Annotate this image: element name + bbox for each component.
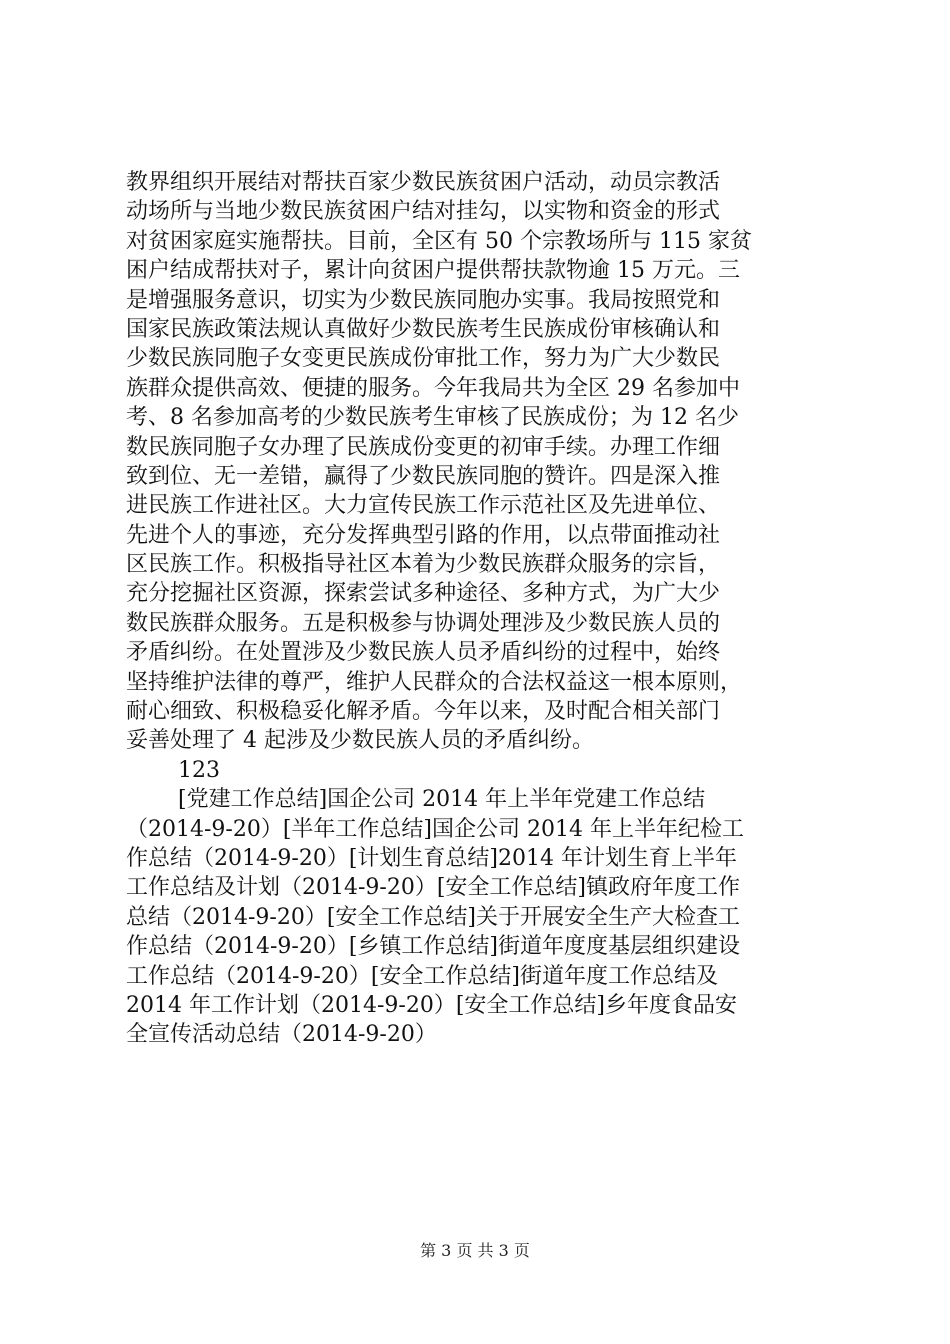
body-line: 妥善处理了 4 起涉及少数民族人员的矛盾纠纷。 <box>126 728 594 754</box>
body-line: 进民族工作进社区。大力宣传民族工作示范社区及先进单位、 <box>126 493 721 519</box>
body-line: 耐心细致、积极稳妥化解矛盾。今年以来，及时配合相关部门 <box>126 699 721 725</box>
body-line: 国家民族政策法规认真做好少数民族考生民族成份审核确认和 <box>126 316 721 342</box>
body-line: 先进个人的事迹，充分发挥典型引路的作用，以点带面推动社 <box>126 522 721 548</box>
body-line: 困户结成帮扶对子，累计向贫困户提供帮扶款物逾 15 万元。三 <box>126 258 740 284</box>
related-line: 作总结（2014-9-20）[乡镇工作总结]街道年度度基层组织建设 <box>126 934 741 960</box>
body-line: 区民族工作。积极指导社区本着为少数民族群众服务的宗旨， <box>126 552 721 578</box>
related-line: 全宣传活动总结（2014-9-20） <box>126 1022 437 1048</box>
body-line: 矛盾纠纷。在处置涉及少数民族人员矛盾纠纷的过程中，始终 <box>126 640 721 666</box>
related-line: 作总结（2014-9-20）[计划生育总结]2014 年计划生育上半年 <box>126 845 737 871</box>
related-line: 总结（2014-9-20）[安全工作总结]关于开展安全生产大检查工 <box>126 904 741 930</box>
body-line: 坚持维护法律的尊严，维护人民群众的合法权益这一根本原则， <box>126 669 743 695</box>
body-line: 族群众提供高效、便捷的服务。今年我局共为全区 29 名参加中 <box>126 375 740 401</box>
body-line: 充分挖掘社区资源，探索尝试多种途径、多种方式，为广大少 <box>126 581 721 607</box>
body-line: 数民族群众服务。五是积极参与协调处理涉及少数民族人员的 <box>126 610 721 636</box>
page-marker: 123 <box>178 757 220 783</box>
related-line: 2014 年工作计划（2014-9-20）[安全工作总结]乡年度食品安 <box>126 992 737 1018</box>
related-line: [党建工作总结]国企公司 2014 年上半年党建工作总结 <box>178 787 706 813</box>
document-body <box>126 168 838 1050</box>
body-line: 致到位、无一差错，赢得了少数民族同胞的赞许。四是深入推 <box>126 463 721 489</box>
related-line: （2014-9-20）[半年工作总结]国企公司 2014 年上半年纪检工 <box>126 816 744 842</box>
page-footer: 第 3 页 共 3 页 <box>420 1241 530 1260</box>
body-line: 对贫困家庭实施帮扶。目前，全区有 50 个宗教场所与 115 家贫 <box>126 228 752 254</box>
body-line: 少数民族同胞子女变更民族成份审批工作，努力为广大少数民 <box>126 346 721 372</box>
body-line: 动场所与当地少数民族贫困户结对挂勾，以实物和资金的形式 <box>126 199 721 225</box>
body-line: 是增强服务意识，切实为少数民族同胞办实事。我局按照党和 <box>126 287 721 313</box>
related-line: 工作总结及计划（2014-9-20）[安全工作总结]镇政府年度工作 <box>126 875 741 901</box>
body-line: 考、8 名参加高考的少数民族考生审核了民族成份；为 12 名少 <box>126 405 739 431</box>
body-line: 教界组织开展结对帮扶百家少数民族贫困户活动，动员宗教活 <box>126 170 721 195</box>
related-line: 工作总结（2014-9-20）[安全工作总结]街道年度工作总结及 <box>126 963 719 989</box>
body-line: 数民族同胞子女办理了民族成份变更的初审手续。办理工作细 <box>126 434 721 460</box>
